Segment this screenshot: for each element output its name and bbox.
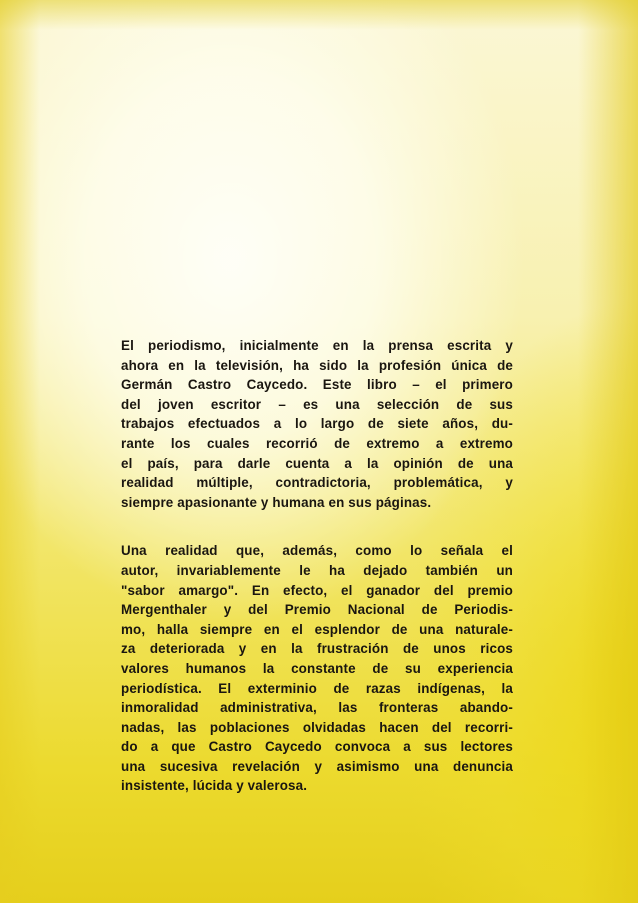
paragraph-spacer (121, 512, 513, 541)
blurb-paragraph-2 (121, 541, 513, 796)
blurb-line: El periodismo, inicialmente en la prensa escrita y (121, 338, 513, 353)
cover-edge-shading-top (0, 0, 638, 30)
blurb-line: ahora en la televisión, ha sido la profesión única de (121, 357, 513, 373)
blurb-line: inmoralidad administrativa, las fronteras abando- (121, 700, 513, 716)
cover-edge-shading-right (578, 0, 638, 903)
blurb-line: do a que Castro Caycedo convoca a sus lectores (121, 739, 513, 755)
blurb-line: nadas, las poblaciones olvidadas hacen del recorri- (121, 719, 513, 735)
cover-edge-shading-left (0, 0, 40, 903)
blurb-line: rante los cuales recorrió de extremo a extremo (121, 435, 513, 451)
blurb-line: mo, halla siempre en el esplendor de una naturale- (121, 621, 513, 637)
blurb-line: Mergenthaler y del Premio Nacional de Periodis- (121, 602, 513, 618)
blurb-line: Germán Castro Caycedo. Este libro – el primero (121, 377, 513, 393)
blurb-line: una sucesiva revelación y asimismo una denuncia (121, 758, 513, 774)
blurb-line: autor, invariablemente le ha dejado también un (121, 562, 513, 578)
blurb-line: "sabor amargo". En efecto, el ganador del premio (121, 582, 513, 598)
blurb-line: periodística. El exterminio de razas indígenas, la (121, 680, 513, 696)
blurb-line: realidad múltiple, contradictoria, problemática, y (121, 475, 513, 491)
blurb-line: trabajos efectuados a lo largo de siete años, du- (121, 416, 513, 432)
blurb-text (121, 336, 513, 796)
blurb-line: valores humanos la constante de su experiencia (121, 660, 513, 676)
blurb-line: el país, para darle cuenta a la opinión de una (121, 455, 513, 471)
blurb-line: del joven escritor – es una selección de sus (121, 396, 513, 412)
blurb-line: insistente, lúcida y valerosa. (121, 778, 308, 794)
blurb-paragraph-1 (121, 336, 513, 512)
blurb-line: Una realidad que, además, como lo señala el (121, 543, 513, 559)
blurb-line: za deteriorada y en la frustración de unos ricos (121, 641, 513, 657)
blurb-line: siempre apasionante y humana en sus páginas. (121, 494, 432, 510)
